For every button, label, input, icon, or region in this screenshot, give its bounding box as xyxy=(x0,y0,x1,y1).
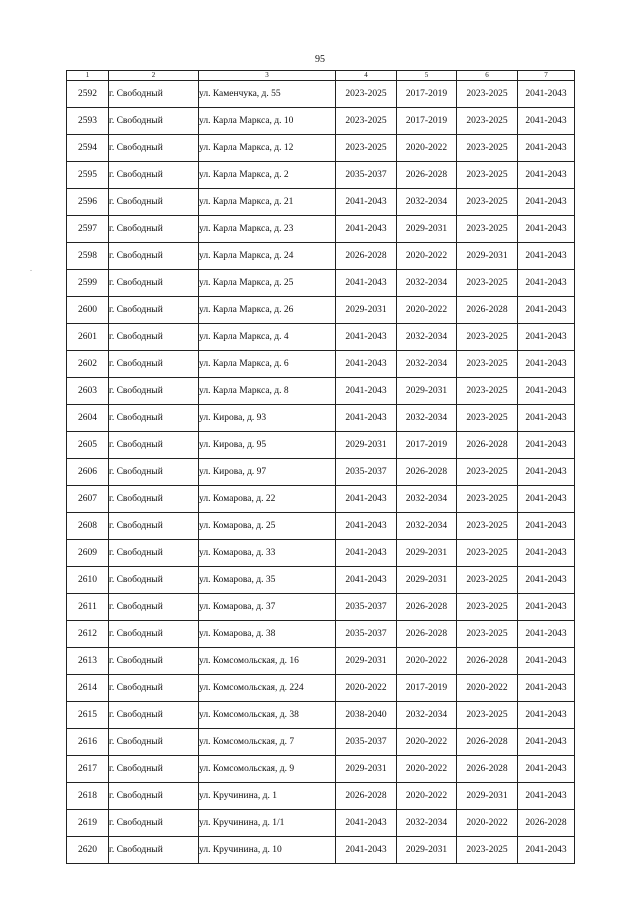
address-cell: ул. Комсомольская, д. 38 xyxy=(199,702,336,729)
period-cell: 2041-2043 xyxy=(336,378,397,405)
city-cell: г. Свободный xyxy=(109,756,199,783)
period-cell: 2023-2025 xyxy=(457,216,518,243)
table-row xyxy=(67,783,575,810)
city-cell: г. Свободный xyxy=(109,108,199,135)
period-cell: 2041-2043 xyxy=(518,270,575,297)
table-row xyxy=(67,432,575,459)
address-cell: ул. Карла Маркса, д. 24 xyxy=(199,243,336,270)
period-cell: 2035-2037 xyxy=(336,729,397,756)
period-cell: 2017-2019 xyxy=(397,81,457,108)
table-row xyxy=(67,405,575,432)
period-cell: 2041-2043 xyxy=(518,702,575,729)
row-number-cell: 2592 xyxy=(67,81,109,108)
period-cell: 2035-2037 xyxy=(336,459,397,486)
table-row xyxy=(67,729,575,756)
row-number-cell: 2593 xyxy=(67,108,109,135)
table-body xyxy=(67,81,575,864)
row-number-cell: 2609 xyxy=(67,540,109,567)
row-number-cell: 2618 xyxy=(67,783,109,810)
city-cell: г. Свободный xyxy=(109,486,199,513)
period-cell: 2029-2031 xyxy=(397,378,457,405)
city-cell: г. Свободный xyxy=(109,432,199,459)
row-number-cell: 2603 xyxy=(67,378,109,405)
row-number-cell: 2614 xyxy=(67,675,109,702)
period-cell: 2041-2043 xyxy=(518,729,575,756)
period-cell: 2041-2043 xyxy=(518,432,575,459)
address-cell: ул. Комарова, д. 22 xyxy=(199,486,336,513)
column-header: 3 xyxy=(199,71,336,81)
column-header: 5 xyxy=(397,71,457,81)
city-cell: г. Свободный xyxy=(109,837,199,864)
address-cell: ул. Кирова, д. 97 xyxy=(199,459,336,486)
table-row xyxy=(67,810,575,837)
period-cell: 2041-2043 xyxy=(518,837,575,864)
period-cell: 2020-2022 xyxy=(336,675,397,702)
table-row xyxy=(67,270,575,297)
period-cell: 2023-2025 xyxy=(457,135,518,162)
period-cell: 2023-2025 xyxy=(457,351,518,378)
period-cell: 2023-2025 xyxy=(457,378,518,405)
city-cell: г. Свободный xyxy=(109,621,199,648)
row-number-cell: 2602 xyxy=(67,351,109,378)
row-number-cell: 2617 xyxy=(67,756,109,783)
period-cell: 2020-2022 xyxy=(397,729,457,756)
table-row xyxy=(67,162,575,189)
period-cell: 2026-2028 xyxy=(518,810,575,837)
row-number-cell: 2594 xyxy=(67,135,109,162)
scan-artifact-mark: ∙ xyxy=(30,266,32,275)
table-row xyxy=(67,756,575,783)
table-row xyxy=(67,648,575,675)
city-cell: г. Свободный xyxy=(109,594,199,621)
row-number-cell: 2597 xyxy=(67,216,109,243)
city-cell: г. Свободный xyxy=(109,270,199,297)
period-cell: 2032-2034 xyxy=(397,405,457,432)
address-cell: ул. Комсомольская, д. 224 xyxy=(199,675,336,702)
address-cell: ул. Карла Маркса, д. 6 xyxy=(199,351,336,378)
period-cell: 2041-2043 xyxy=(518,81,575,108)
period-cell: 2041-2043 xyxy=(336,486,397,513)
period-cell: 2026-2028 xyxy=(457,432,518,459)
period-cell: 2035-2037 xyxy=(336,621,397,648)
column-header: 4 xyxy=(336,71,397,81)
period-cell: 2023-2025 xyxy=(336,135,397,162)
table-row xyxy=(67,378,575,405)
table-row xyxy=(67,297,575,324)
period-cell: 2023-2025 xyxy=(457,81,518,108)
period-cell: 2020-2022 xyxy=(397,297,457,324)
period-cell: 2041-2043 xyxy=(518,216,575,243)
period-cell: 2041-2043 xyxy=(518,783,575,810)
period-cell: 2041-2043 xyxy=(518,135,575,162)
period-cell: 2020-2022 xyxy=(397,756,457,783)
period-cell: 2026-2028 xyxy=(397,621,457,648)
table-row xyxy=(67,243,575,270)
period-cell: 2023-2025 xyxy=(457,837,518,864)
period-cell: 2029-2031 xyxy=(397,567,457,594)
address-cell: ул. Кирова, д. 93 xyxy=(199,405,336,432)
page-number: 95 xyxy=(315,54,325,65)
period-cell: 2026-2028 xyxy=(397,162,457,189)
period-cell: 2041-2043 xyxy=(518,189,575,216)
address-cell: ул. Кирова, д. 95 xyxy=(199,432,336,459)
row-number-cell: 2596 xyxy=(67,189,109,216)
address-cell: ул. Кручинина, д. 1 xyxy=(199,783,336,810)
address-cell: ул. Кручинина, д. 1/1 xyxy=(199,810,336,837)
table-row xyxy=(67,540,575,567)
row-number-cell: 2608 xyxy=(67,513,109,540)
period-cell: 2038-2040 xyxy=(336,702,397,729)
table-row xyxy=(67,459,575,486)
address-cell: ул. Карла Маркса, д. 8 xyxy=(199,378,336,405)
table-row xyxy=(67,189,575,216)
period-cell: 2023-2025 xyxy=(336,81,397,108)
row-number-cell: 2599 xyxy=(67,270,109,297)
row-number-cell: 2613 xyxy=(67,648,109,675)
period-cell: 2041-2043 xyxy=(336,513,397,540)
period-cell: 2023-2025 xyxy=(457,513,518,540)
row-number-cell: 2606 xyxy=(67,459,109,486)
table-row xyxy=(67,135,575,162)
period-cell: 2026-2028 xyxy=(457,756,518,783)
period-cell: 2023-2025 xyxy=(457,594,518,621)
address-cell: ул. Комсомольская, д. 9 xyxy=(199,756,336,783)
period-cell: 2023-2025 xyxy=(457,405,518,432)
row-number-cell: 2600 xyxy=(67,297,109,324)
period-cell: 2032-2034 xyxy=(397,513,457,540)
period-cell: 2041-2043 xyxy=(336,540,397,567)
period-cell: 2032-2034 xyxy=(397,270,457,297)
period-cell: 2041-2043 xyxy=(518,351,575,378)
table-row xyxy=(67,675,575,702)
period-cell: 2020-2022 xyxy=(397,648,457,675)
column-header: 1 xyxy=(67,71,109,81)
address-cell: ул. Комарова, д. 25 xyxy=(199,513,336,540)
address-cell: ул. Комарова, д. 35 xyxy=(199,567,336,594)
address-cell: ул. Карла Маркса, д. 25 xyxy=(199,270,336,297)
row-number-cell: 2611 xyxy=(67,594,109,621)
period-cell: 2017-2019 xyxy=(397,432,457,459)
city-cell: г. Свободный xyxy=(109,297,199,324)
city-cell: г. Свободный xyxy=(109,648,199,675)
address-cell: ул. Карла Маркса, д. 10 xyxy=(199,108,336,135)
table-row xyxy=(67,702,575,729)
city-cell: г. Свободный xyxy=(109,702,199,729)
city-cell: г. Свободный xyxy=(109,513,199,540)
period-cell: 2023-2025 xyxy=(457,270,518,297)
period-cell: 2026-2028 xyxy=(336,783,397,810)
period-cell: 2041-2043 xyxy=(518,405,575,432)
city-cell: г. Свободный xyxy=(109,729,199,756)
table-row xyxy=(67,567,575,594)
period-cell: 2020-2022 xyxy=(457,810,518,837)
period-cell: 2035-2037 xyxy=(336,594,397,621)
row-number-cell: 2619 xyxy=(67,810,109,837)
city-cell: г. Свободный xyxy=(109,135,199,162)
city-cell: г. Свободный xyxy=(109,162,199,189)
period-cell: 2041-2043 xyxy=(518,486,575,513)
address-cell: ул. Каменчука, д. 55 xyxy=(199,81,336,108)
city-cell: г. Свободный xyxy=(109,675,199,702)
period-cell: 2023-2025 xyxy=(457,189,518,216)
table-row xyxy=(67,837,575,864)
address-cell: ул. Комсомольская, д. 16 xyxy=(199,648,336,675)
period-cell: 2041-2043 xyxy=(518,162,575,189)
city-cell: г. Свободный xyxy=(109,189,199,216)
period-cell: 2041-2043 xyxy=(518,324,575,351)
period-cell: 2029-2031 xyxy=(336,297,397,324)
city-cell: г. Свободный xyxy=(109,216,199,243)
period-cell: 2032-2034 xyxy=(397,351,457,378)
period-cell: 2041-2043 xyxy=(518,378,575,405)
period-cell: 2032-2034 xyxy=(397,324,457,351)
city-cell: г. Свободный xyxy=(109,324,199,351)
period-cell: 2023-2025 xyxy=(457,621,518,648)
period-cell: 2041-2043 xyxy=(336,351,397,378)
period-cell: 2020-2022 xyxy=(457,675,518,702)
period-cell: 2041-2043 xyxy=(518,459,575,486)
row-number-cell: 2601 xyxy=(67,324,109,351)
period-cell: 2029-2031 xyxy=(336,432,397,459)
period-cell: 2029-2031 xyxy=(397,216,457,243)
period-cell: 2041-2043 xyxy=(336,837,397,864)
period-cell: 2041-2043 xyxy=(336,567,397,594)
period-cell: 2041-2043 xyxy=(336,810,397,837)
period-cell: 2023-2025 xyxy=(457,162,518,189)
column-header: 2 xyxy=(109,71,199,81)
period-cell: 2023-2025 xyxy=(457,324,518,351)
address-cell: ул. Карла Маркса, д. 23 xyxy=(199,216,336,243)
table-row xyxy=(67,594,575,621)
address-cell: ул. Комарова, д. 33 xyxy=(199,540,336,567)
period-cell: 2026-2028 xyxy=(336,243,397,270)
period-cell: 2041-2043 xyxy=(518,675,575,702)
period-cell: 2029-2031 xyxy=(336,648,397,675)
period-cell: 2026-2028 xyxy=(457,729,518,756)
city-cell: г. Свободный xyxy=(109,243,199,270)
period-cell: 2041-2043 xyxy=(518,621,575,648)
address-cell: ул. Кручинина, д. 10 xyxy=(199,837,336,864)
period-cell: 2023-2025 xyxy=(457,702,518,729)
period-cell: 2041-2043 xyxy=(336,324,397,351)
row-number-cell: 2598 xyxy=(67,243,109,270)
period-cell: 2023-2025 xyxy=(457,486,518,513)
period-cell: 2029-2031 xyxy=(397,837,457,864)
period-cell: 2041-2043 xyxy=(336,405,397,432)
period-cell: 2023-2025 xyxy=(457,108,518,135)
period-cell: 2032-2034 xyxy=(397,189,457,216)
period-cell: 2023-2025 xyxy=(457,567,518,594)
city-cell: г. Свободный xyxy=(109,351,199,378)
period-cell: 2017-2019 xyxy=(397,675,457,702)
period-cell: 2041-2043 xyxy=(518,594,575,621)
period-cell: 2023-2025 xyxy=(457,540,518,567)
address-cell: ул. Карла Маркса, д. 26 xyxy=(199,297,336,324)
table-row xyxy=(67,81,575,108)
period-cell: 2041-2043 xyxy=(518,756,575,783)
period-cell: 2032-2034 xyxy=(397,702,457,729)
city-cell: г. Свободный xyxy=(109,405,199,432)
period-cell: 2026-2028 xyxy=(457,297,518,324)
column-number-header-row xyxy=(67,71,575,81)
address-cell: ул. Комсомольская, д. 7 xyxy=(199,729,336,756)
period-cell: 2020-2022 xyxy=(397,243,457,270)
period-cell: 2041-2043 xyxy=(518,540,575,567)
address-cell: ул. Комарова, д. 37 xyxy=(199,594,336,621)
table-row xyxy=(67,486,575,513)
period-cell: 2041-2043 xyxy=(336,189,397,216)
address-cell: ул. Карла Маркса, д. 4 xyxy=(199,324,336,351)
table-row xyxy=(67,108,575,135)
city-cell: г. Свободный xyxy=(109,459,199,486)
period-cell: 2029-2031 xyxy=(457,243,518,270)
address-cell: ул. Комарова, д. 38 xyxy=(199,621,336,648)
period-cell: 2032-2034 xyxy=(397,486,457,513)
column-header: 7 xyxy=(518,71,575,81)
row-number-cell: 2610 xyxy=(67,567,109,594)
row-number-cell: 2615 xyxy=(67,702,109,729)
city-cell: г. Свободный xyxy=(109,540,199,567)
table-row xyxy=(67,216,575,243)
row-number-cell: 2612 xyxy=(67,621,109,648)
city-cell: г. Свободный xyxy=(109,567,199,594)
period-cell: 2041-2043 xyxy=(518,567,575,594)
period-cell: 2017-2019 xyxy=(397,108,457,135)
period-cell: 2026-2028 xyxy=(397,459,457,486)
period-cell: 2023-2025 xyxy=(457,459,518,486)
address-cell: ул. Карла Маркса, д. 12 xyxy=(199,135,336,162)
period-cell: 2020-2022 xyxy=(397,783,457,810)
city-cell: г. Свободный xyxy=(109,783,199,810)
row-number-cell: 2607 xyxy=(67,486,109,513)
table-row xyxy=(67,621,575,648)
city-cell: г. Свободный xyxy=(109,81,199,108)
table-row xyxy=(67,324,575,351)
period-cell: 2026-2028 xyxy=(457,648,518,675)
table-row xyxy=(67,351,575,378)
row-number-cell: 2605 xyxy=(67,432,109,459)
row-number-cell: 2620 xyxy=(67,837,109,864)
period-cell: 2041-2043 xyxy=(518,648,575,675)
period-cell: 2023-2025 xyxy=(336,108,397,135)
period-cell: 2029-2031 xyxy=(457,783,518,810)
city-cell: г. Свободный xyxy=(109,378,199,405)
row-number-cell: 2604 xyxy=(67,405,109,432)
period-cell: 2041-2043 xyxy=(336,216,397,243)
period-cell: 2041-2043 xyxy=(518,513,575,540)
period-cell: 2026-2028 xyxy=(397,594,457,621)
period-cell: 2035-2037 xyxy=(336,162,397,189)
period-cell: 2029-2031 xyxy=(336,756,397,783)
table-row xyxy=(67,513,575,540)
city-cell: г. Свободный xyxy=(109,810,199,837)
period-cell: 2020-2022 xyxy=(397,135,457,162)
column-header: 6 xyxy=(457,71,518,81)
address-cell: ул. Карла Маркса, д. 21 xyxy=(199,189,336,216)
row-number-cell: 2616 xyxy=(67,729,109,756)
period-cell: 2029-2031 xyxy=(397,540,457,567)
address-cell: ул. Карла Маркса, д. 2 xyxy=(199,162,336,189)
period-cell: 2041-2043 xyxy=(518,297,575,324)
period-cell: 2032-2034 xyxy=(397,810,457,837)
period-cell: 2041-2043 xyxy=(518,243,575,270)
period-cell: 2041-2043 xyxy=(336,270,397,297)
row-number-cell: 2595 xyxy=(67,162,109,189)
housing-repair-schedule-table xyxy=(66,70,575,864)
period-cell: 2041-2043 xyxy=(518,108,575,135)
